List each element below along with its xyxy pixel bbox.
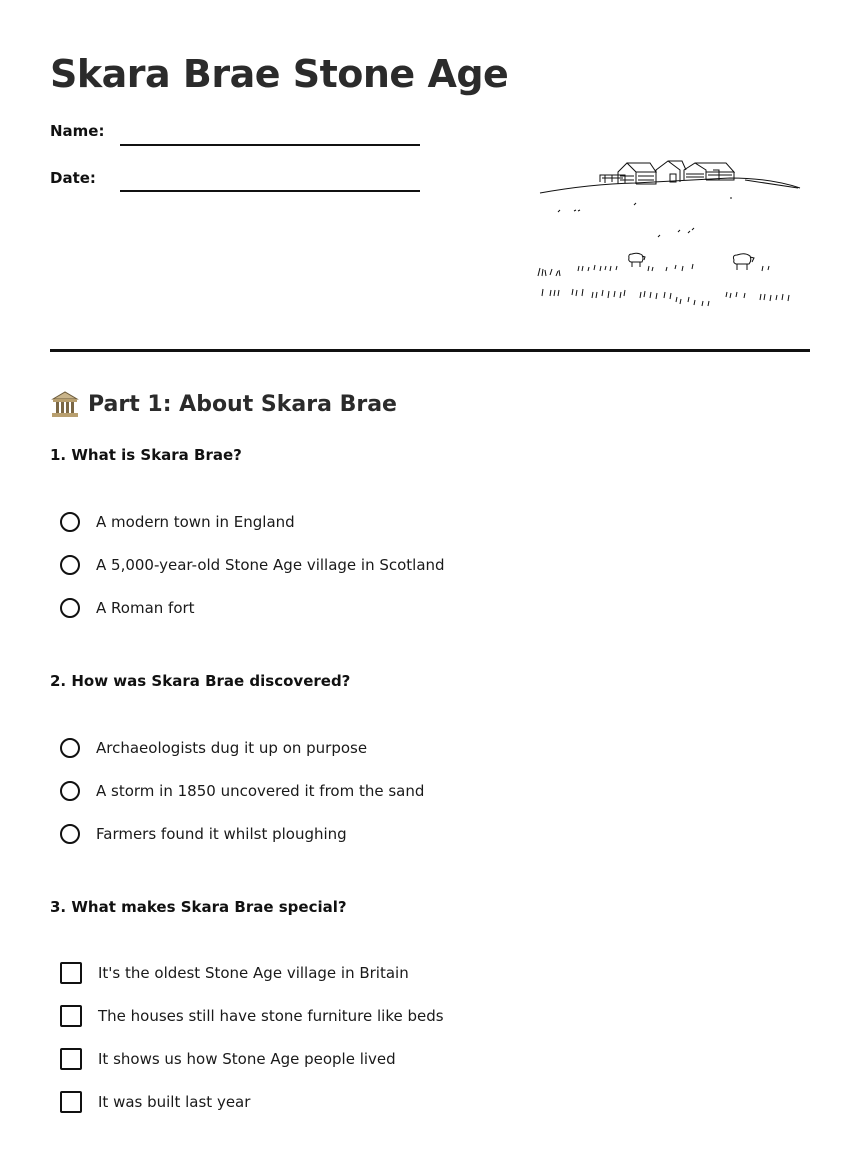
option-label: A storm in 1850 uncovered it from the sand (96, 782, 425, 800)
option-label: A modern town in England (96, 513, 295, 531)
radio-button[interactable] (60, 738, 80, 758)
q3-option-1[interactable] (60, 961, 409, 985)
radio-button[interactable] (60, 824, 80, 844)
checkbox[interactable] (60, 962, 82, 984)
village-sketch-illustration (530, 150, 810, 320)
option-label: It's the oldest Stone Age village in Britain (98, 964, 409, 982)
question-3: 3. What makes Skara Brae special? (50, 898, 347, 916)
q3-option-2[interactable] (60, 1004, 444, 1028)
part1-heading-text: Part 1: About Skara Brae (88, 391, 397, 417)
option-label: Farmers found it whilst ploughing (96, 825, 347, 843)
radio-button[interactable] (60, 598, 80, 618)
checkbox[interactable] (60, 1005, 82, 1027)
question-1: 1. What is Skara Brae? (50, 446, 242, 464)
q3-option-3[interactable] (60, 1047, 396, 1071)
name-field[interactable] (120, 144, 420, 146)
q2-option-3[interactable] (60, 822, 347, 846)
q1-option-2[interactable] (60, 553, 445, 577)
part1-heading (50, 388, 397, 420)
option-label: It shows us how Stone Age people lived (98, 1050, 396, 1068)
worksheet-title: Skara Brae Stone Age (50, 52, 509, 96)
classical-building-icon (50, 389, 80, 419)
option-label: Archaeologists dug it up on purpose (96, 739, 368, 757)
radio-button[interactable] (60, 781, 80, 801)
q1-option-3[interactable] (60, 596, 195, 620)
option-label: A Roman fort (96, 599, 195, 617)
option-label: A 5,000-year-old Stone Age village in Scotland (96, 556, 445, 574)
section-divider (50, 349, 810, 352)
date-label: Date: (50, 169, 96, 187)
checkbox[interactable] (60, 1048, 82, 1070)
q2-option-2[interactable] (60, 779, 424, 803)
option-label: It was built last year (98, 1093, 251, 1111)
radio-button[interactable] (60, 555, 80, 575)
checkbox[interactable] (60, 1091, 82, 1113)
question-2: 2. How was Skara Brae discovered? (50, 672, 351, 690)
q3-option-4[interactable] (60, 1090, 250, 1114)
q1-option-1[interactable] (60, 510, 295, 534)
date-field[interactable] (120, 190, 420, 192)
option-label: The houses still have stone furniture like beds (98, 1007, 444, 1025)
radio-button[interactable] (60, 512, 80, 532)
q2-option-1[interactable] (60, 736, 367, 760)
name-label: Name: (50, 122, 105, 140)
